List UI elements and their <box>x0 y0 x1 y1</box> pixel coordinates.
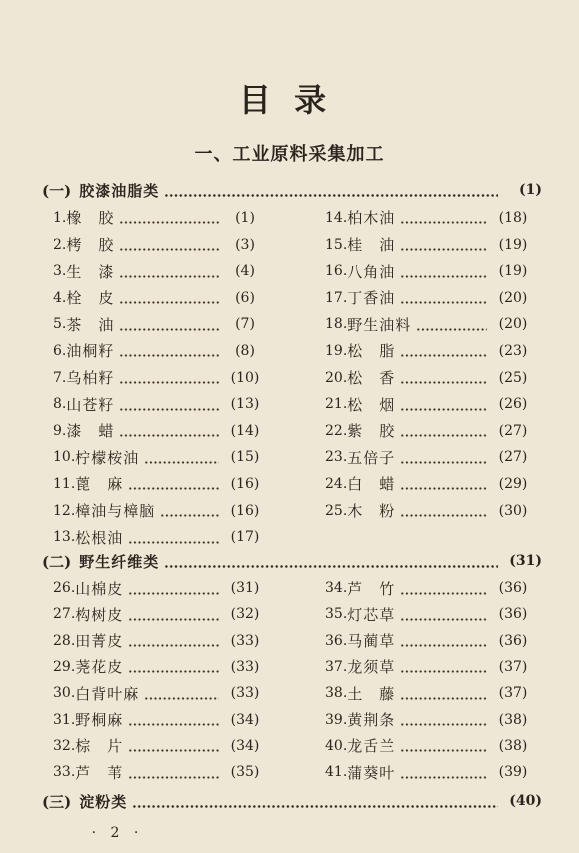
dot-leader <box>119 221 219 224</box>
entry-number: 12. <box>53 502 76 519</box>
section-heading-1 <box>42 179 542 201</box>
dot-leader <box>400 644 487 647</box>
entry-page: (3) <box>235 236 255 253</box>
entry-title: 山棉皮 <box>75 579 124 598</box>
entry-page: (27) <box>498 422 528 439</box>
section-label: (三) <box>42 792 72 811</box>
entry-number: 34. <box>325 580 348 597</box>
entry-page: (36) <box>498 606 528 623</box>
section-page: (1) <box>519 182 542 198</box>
section-title: 胶漆油脂类 <box>79 181 160 200</box>
entry-number: 9. <box>53 422 67 439</box>
page-title: 目 录 <box>238 81 333 119</box>
dot-leader <box>160 514 219 517</box>
entry-number: 31. <box>53 711 76 728</box>
entry-number: 13. <box>53 529 76 546</box>
entry-title: 野桐麻 <box>75 711 124 730</box>
entry-page: (33) <box>230 685 260 702</box>
entry-title: 野生油料 <box>347 315 412 334</box>
entry-title: 紫 胶 <box>347 422 396 441</box>
toc-entry <box>53 733 265 759</box>
entry-number: 29. <box>53 658 76 675</box>
entry-number: 33. <box>53 764 76 781</box>
entry-title: 栓 皮 <box>66 289 115 308</box>
toc-entry <box>53 680 265 706</box>
toc-entry <box>325 231 533 258</box>
entry-title: 五倍子 <box>347 448 396 467</box>
entry-page: (17) <box>230 529 260 546</box>
entry-page: (20) <box>498 316 528 333</box>
toc-entry <box>325 338 533 365</box>
entry-page: (16) <box>230 475 260 492</box>
toc-entry <box>53 471 265 498</box>
toc-entry <box>325 733 533 759</box>
toc-entry <box>53 311 265 338</box>
entry-title: 芦 竹 <box>347 579 396 598</box>
toc-entry <box>325 680 533 706</box>
entry-number: 15. <box>325 236 348 253</box>
dot-leader <box>128 776 219 779</box>
entry-page: (23) <box>498 342 528 359</box>
toc-entry <box>325 471 533 498</box>
toc-entry <box>53 364 265 391</box>
entry-page: (37) <box>498 685 528 702</box>
entry-title: 柏木油 <box>347 209 396 228</box>
dot-leader <box>144 697 219 700</box>
dot-leader <box>400 408 487 411</box>
toc-entry <box>53 575 265 601</box>
dot-leader <box>400 670 487 673</box>
toc-entry <box>53 338 265 365</box>
entry-number: 24. <box>325 475 348 492</box>
entry-title: 漆 蜡 <box>66 422 115 441</box>
entry-page: (1) <box>235 209 255 226</box>
entry-page: (13) <box>230 396 260 413</box>
section-1-right-column <box>325 205 533 524</box>
entry-page: (16) <box>230 502 260 519</box>
dot-leader <box>119 408 219 411</box>
entry-title: 松 脂 <box>347 342 396 361</box>
entry-number: 14. <box>325 209 348 226</box>
dot-leader <box>400 723 487 726</box>
dot-leader <box>400 461 487 464</box>
dot-leader <box>128 644 219 647</box>
dot-leader <box>128 541 219 544</box>
entry-title: 马蔺草 <box>347 632 396 651</box>
entry-number: 39. <box>325 711 348 728</box>
entry-number: 30. <box>53 685 76 702</box>
dot-leader <box>400 354 487 357</box>
dot-leader <box>400 592 487 595</box>
entry-page: (34) <box>230 711 260 728</box>
entry-page: (36) <box>498 580 528 597</box>
entry-title: 芦 苇 <box>75 763 124 782</box>
entry-title: 田菁皮 <box>75 632 124 651</box>
dot-leader <box>400 248 487 251</box>
toc-entry <box>53 205 265 232</box>
dot-leader <box>400 776 487 779</box>
toc-entry <box>53 497 265 524</box>
toc-entry <box>53 444 265 471</box>
dot-leader <box>400 618 487 621</box>
toc-entry <box>325 706 533 732</box>
entry-title: 茶 油 <box>66 315 115 334</box>
dot-leader <box>119 301 219 304</box>
toc-entry <box>53 391 265 418</box>
dot-leader <box>119 248 219 251</box>
toc-entry <box>325 601 533 627</box>
toc-entry <box>53 258 265 285</box>
toc-entry <box>325 444 533 471</box>
entry-page: (26) <box>498 396 528 413</box>
entry-page: (37) <box>498 658 528 675</box>
dot-leader <box>128 670 219 673</box>
entry-number: 37. <box>325 658 348 675</box>
section-title: 野生纤维类 <box>79 552 160 571</box>
dot-leader <box>164 565 498 568</box>
section-2-right-column <box>325 575 533 785</box>
entry-page: (39) <box>498 764 528 781</box>
entry-title: 白 蜡 <box>347 475 396 494</box>
entry-number: 1. <box>53 209 67 226</box>
entry-number: 10. <box>53 449 76 466</box>
toc-entry <box>53 284 265 311</box>
entry-title: 棕 片 <box>75 737 124 756</box>
entry-number: 8. <box>53 396 67 413</box>
entry-page: (38) <box>498 737 528 754</box>
entry-page: (20) <box>498 289 528 306</box>
entry-page: (30) <box>498 502 528 519</box>
entry-title: 八角油 <box>347 262 396 281</box>
entry-title: 山苍籽 <box>66 395 115 414</box>
entry-number: 21. <box>325 396 348 413</box>
entry-number: 38. <box>325 685 348 702</box>
entry-number: 16. <box>325 263 348 280</box>
entry-title: 丁香油 <box>347 289 396 308</box>
toc-entry <box>53 601 265 627</box>
entry-title: 木 粉 <box>347 502 396 521</box>
entry-number: 41. <box>325 764 348 781</box>
entry-title: 柠檬桉油 <box>75 448 140 467</box>
entry-number: 7. <box>53 369 67 386</box>
toc-entry <box>325 284 533 311</box>
entry-number: 4. <box>53 289 67 306</box>
toc-entry <box>325 258 533 285</box>
entry-page: (19) <box>498 236 528 253</box>
entry-number: 2. <box>53 236 67 253</box>
section-2-left-column <box>53 575 265 785</box>
entry-page: (29) <box>498 475 528 492</box>
entry-number: 28. <box>53 632 76 649</box>
dot-leader <box>400 487 487 490</box>
section-heading-2 <box>42 550 542 572</box>
entry-title: 生 漆 <box>66 262 115 281</box>
toc-entry <box>325 364 533 391</box>
entry-title: 油桐籽 <box>66 342 115 361</box>
entry-title: 龙须草 <box>347 658 396 677</box>
entry-title: 栲 胶 <box>66 236 115 255</box>
toc-entry <box>325 627 533 653</box>
toc-entry <box>53 417 265 444</box>
entry-page: (27) <box>498 449 528 466</box>
entry-title: 龙舌兰 <box>347 737 396 756</box>
entry-page: (32) <box>230 606 260 623</box>
section-page: (31) <box>509 553 542 569</box>
entry-title: 蓖 麻 <box>75 475 124 494</box>
dot-leader <box>128 487 219 490</box>
entry-title: 黄荆条 <box>347 711 396 730</box>
dot-leader <box>416 328 487 331</box>
entry-title: 桂 油 <box>347 236 396 255</box>
toc-entry <box>325 759 533 785</box>
entry-title: 白背叶麻 <box>75 684 140 703</box>
dot-leader <box>119 381 219 384</box>
toc-entry <box>53 627 265 653</box>
entry-page: (14) <box>230 422 260 439</box>
section-page: (40) <box>509 793 542 809</box>
toc-entry <box>325 575 533 601</box>
entry-number: 36. <box>325 632 348 649</box>
entry-page: (4) <box>235 263 255 280</box>
entry-page: (10) <box>230 369 260 386</box>
entry-title: 灯芯草 <box>347 605 396 624</box>
entry-page: (6) <box>235 289 255 306</box>
dot-leader <box>400 275 487 278</box>
entry-number: 32. <box>53 737 76 754</box>
entry-page: (34) <box>230 737 260 754</box>
dot-leader <box>128 723 219 726</box>
toc-entry <box>53 524 265 551</box>
entry-title: 土 藤 <box>347 684 396 703</box>
entry-page: (19) <box>498 263 528 280</box>
toc-entry <box>325 497 533 524</box>
part-title: 一、工业原料采集加工 <box>194 144 385 165</box>
entry-number: 11. <box>53 475 76 492</box>
entry-page: (33) <box>230 632 260 649</box>
dot-leader <box>128 749 219 752</box>
entry-page: (7) <box>235 316 255 333</box>
toc-entry <box>53 654 265 680</box>
entry-title: 松根油 <box>75 528 124 547</box>
dot-leader <box>132 805 498 808</box>
entry-page: (38) <box>498 711 528 728</box>
entry-number: 18. <box>325 316 348 333</box>
entry-title: 乌柏籽 <box>66 369 115 388</box>
entry-number: 19. <box>325 342 348 359</box>
entry-number: 5. <box>53 316 67 333</box>
entry-number: 25. <box>325 502 348 519</box>
entry-page: (18) <box>498 209 528 226</box>
toc-entry <box>53 231 265 258</box>
section-1-left-column <box>53 205 265 551</box>
toc-entry <box>325 311 533 338</box>
dot-leader <box>400 381 487 384</box>
entry-title: 樟油与樟脑 <box>75 502 156 521</box>
dot-leader <box>400 301 487 304</box>
section-label: (一) <box>42 181 72 200</box>
entry-title: 构树皮 <box>75 605 124 624</box>
entry-number: 26. <box>53 580 76 597</box>
entry-number: 27. <box>53 606 76 623</box>
dot-leader <box>400 697 487 700</box>
toc-entry <box>53 759 265 785</box>
entry-number: 20. <box>325 369 348 386</box>
entry-page: (31) <box>230 580 260 597</box>
entry-page: (8) <box>235 342 255 359</box>
entry-number: 6. <box>53 342 67 359</box>
dot-leader <box>400 749 487 752</box>
dot-leader <box>119 354 219 357</box>
entry-number: 3. <box>53 263 67 280</box>
dot-leader <box>119 328 219 331</box>
dot-leader <box>119 434 219 437</box>
dot-leader <box>119 275 219 278</box>
dot-leader <box>128 618 219 621</box>
entry-number: 23. <box>325 449 348 466</box>
dot-leader <box>400 221 487 224</box>
entry-title: 松 香 <box>347 369 396 388</box>
entry-page: (36) <box>498 632 528 649</box>
page-number: · 2 · <box>91 825 139 841</box>
entry-number: 35. <box>325 606 348 623</box>
toc-entry <box>53 706 265 732</box>
entry-page: (25) <box>498 369 528 386</box>
entry-page: (15) <box>230 449 260 466</box>
entry-title: 橡 胶 <box>66 209 115 228</box>
entry-number: 17. <box>325 289 348 306</box>
toc-entry <box>325 391 533 418</box>
entry-number: 22. <box>325 422 348 439</box>
dot-leader <box>400 434 487 437</box>
dot-leader <box>164 194 498 197</box>
entry-title: 荛花皮 <box>75 658 124 677</box>
dot-leader <box>144 461 219 464</box>
toc-entry <box>325 654 533 680</box>
section-heading-3 <box>42 790 542 812</box>
entry-title: 松 烟 <box>347 395 396 414</box>
dot-leader <box>400 514 487 517</box>
entry-number: 40. <box>325 737 348 754</box>
entry-page: (33) <box>230 658 260 675</box>
entry-title: 蒲葵叶 <box>347 763 396 782</box>
entry-page: (35) <box>230 764 260 781</box>
section-label: (二) <box>42 552 72 571</box>
toc-entry <box>325 205 533 232</box>
section-title: 淀粉类 <box>79 792 128 811</box>
toc-entry <box>325 417 533 444</box>
dot-leader <box>128 592 219 595</box>
